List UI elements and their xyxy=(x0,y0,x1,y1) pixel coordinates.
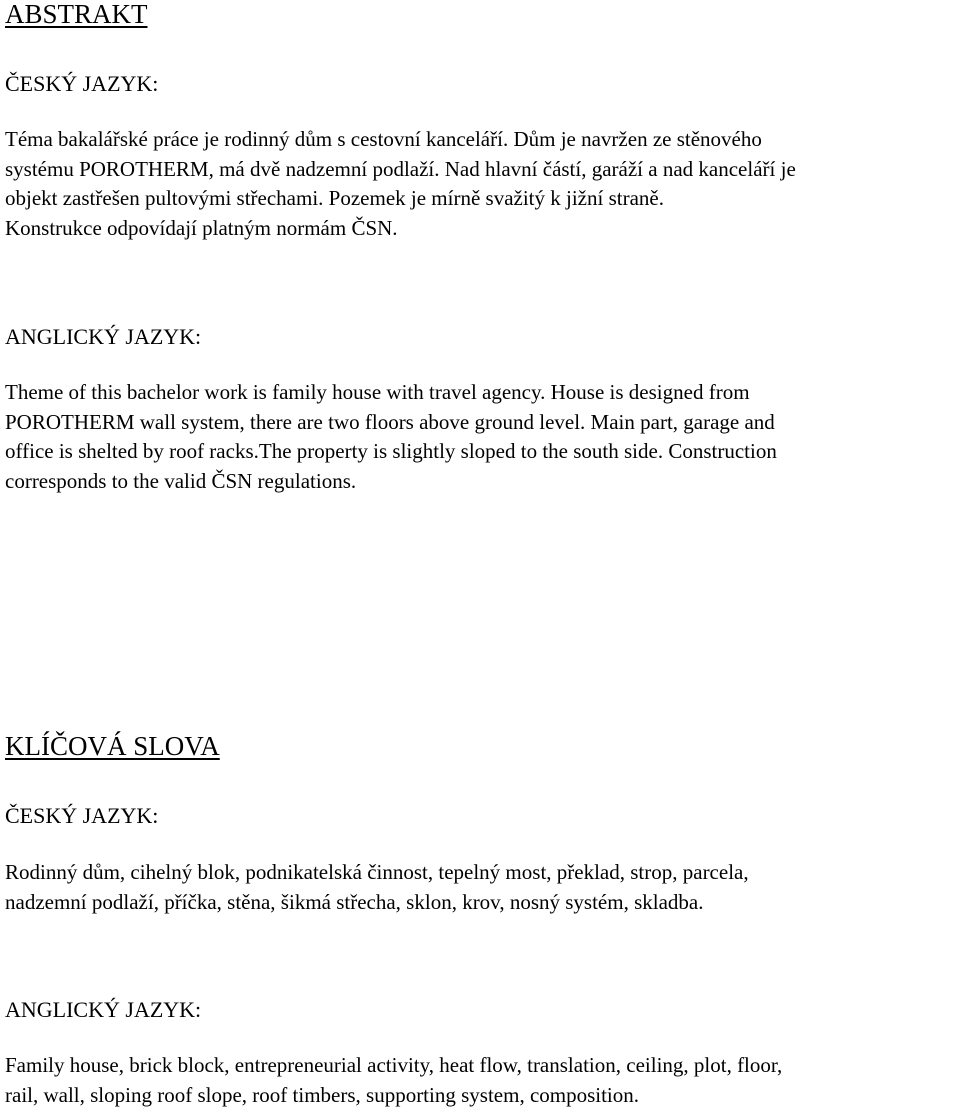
text-line: office is shelted by roof racks.The property is slightly sloped to the south side. Construction xyxy=(5,439,777,463)
text-line: corresponds to the valid ČSN regulations. xyxy=(5,468,357,493)
text-line: systému POROTHERM, má dvě nadzemní podlaží. Nad hlavní částí, garáží a nad kanceláří je xyxy=(5,156,796,181)
abstract-czech-label: ČESKÝ JAZYK: xyxy=(5,71,159,96)
text-line: Family house, brick block, entrepreneurial activity, heat flow, translation, ceiling, plot, floor, xyxy=(5,1053,783,1077)
text-line: Rodinný dům, cihelný blok, podnikatelská činnost, tepelný most, překlad, strop, parcela, xyxy=(5,860,749,884)
text-line: POROTHERM wall system, there are two floors above ground level. Main part, garage and xyxy=(5,409,775,434)
keywords-english-label: ANGLICKÝ JAZYK: xyxy=(5,997,202,1022)
text-line: nadzemní podlaží, příčka, stěna, šikmá střecha, sklon, krov, nosný systém, skladba. xyxy=(5,889,704,914)
keywords-heading: KLÍČOVÁ SLOVA xyxy=(5,731,220,761)
text-line: rail, wall, sloping roof slope, roof timbers, supporting system, composition. xyxy=(5,1082,640,1107)
keywords-czech-label: ČESKÝ JAZYK: xyxy=(5,803,159,828)
text-line: Theme of this bachelor work is family house with travel agency. House is designed from xyxy=(5,380,750,404)
abstract-czech-paragraph xyxy=(5,125,955,243)
text-line: Téma bakalářské práce je rodinný dům s cestovní kanceláří. Dům je navržen ze stěnového xyxy=(5,127,762,151)
keywords-czech-paragraph xyxy=(5,858,955,917)
abstract-english-label: ANGLICKÝ JAZYK: xyxy=(5,324,202,349)
text-line: objekt zastřešen pultovými střechami. Pozemek je mírně svažitý k jižní straně. xyxy=(5,186,664,210)
text-line: Konstrukce odpovídají platným normám ČSN. xyxy=(5,215,398,240)
keywords-english-paragraph xyxy=(5,1051,955,1110)
abstract-heading: ABSTRAKT xyxy=(5,0,148,29)
abstract-english-paragraph xyxy=(5,378,955,496)
